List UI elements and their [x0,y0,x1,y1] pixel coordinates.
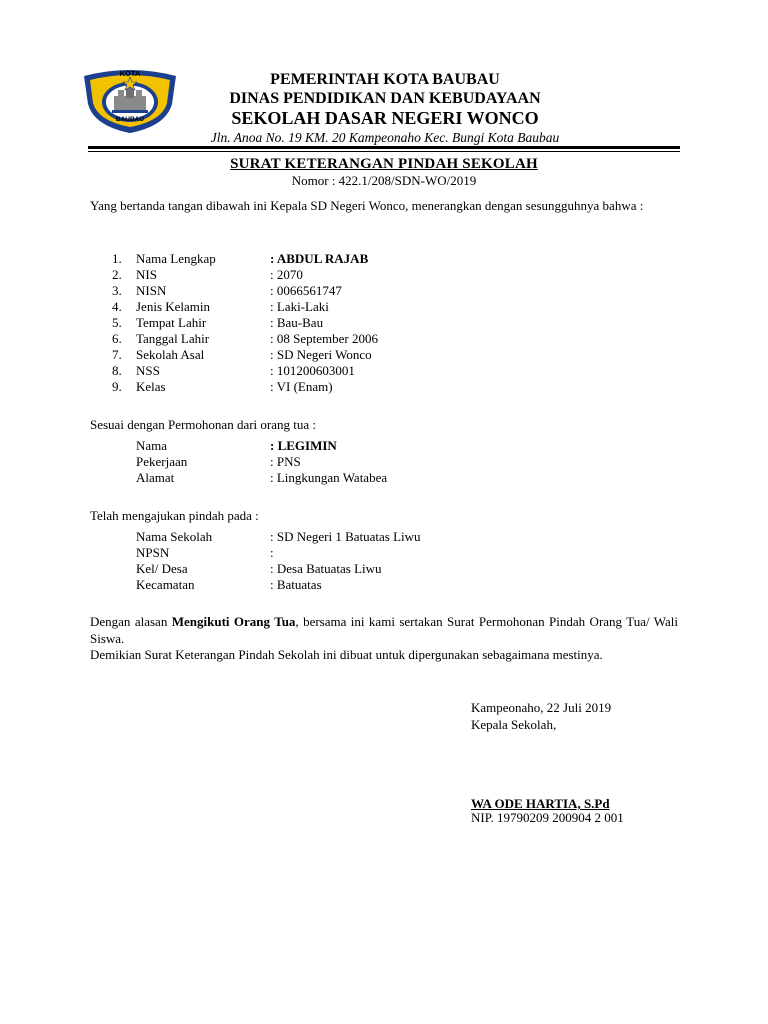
logo-top-text: KOTA [119,69,141,78]
item-label: Tempat Lahir [136,315,207,330]
item-number: 5. [112,315,122,330]
signature-place-date: Kampeonaho, 22 Juli 2019 [471,700,612,715]
item-value: : ABDUL RAJAB [270,251,369,266]
letterhead [185,70,585,147]
item-value: : 101200603001 [270,363,355,378]
list-item [90,561,678,577]
item-value: : LEGIMIN [270,438,337,453]
list-item [90,529,678,545]
document-number: Nomor : 422.1/208/SDN-WO/2019 [291,173,477,188]
item-number: 6. [112,331,122,346]
list-item [90,251,678,267]
item-label: Pekerjaan [136,454,188,469]
list-item [90,331,678,347]
item-label: Nama Sekolah [136,529,213,544]
item-number: 1. [112,251,122,266]
item-value: : 0066561747 [270,283,342,298]
list-item [90,454,678,470]
closing-paragraph: Demikian Surat Keterangan Pindah Sekolah ini dibuat untuk dipergunakan sebagaimana mestinya. [90,647,603,662]
item-label: Sekolah Asal [136,347,205,362]
list-item [90,577,678,593]
reason-suffix: , bersama ini kami sertakan Surat Permohonan Pindah Orang Tua/ Wali Siswa. [90,614,678,646]
parent-details-list [90,438,678,486]
signature-position: Kepala Sekolah, [471,717,557,732]
item-label: Alamat [136,470,175,485]
list-item [90,545,678,561]
item-number: 8. [112,363,122,378]
item-number: 2. [112,267,122,282]
letterhead-divider-thin [88,151,680,152]
document-title: SURAT KETERANGAN PINDAH SEKOLAH [230,156,538,172]
item-number: 9. [112,379,122,394]
item-label: NPSN [136,545,170,560]
item-label: Kel/ Desa [136,561,188,576]
letterhead-address: Jln. Anoa No. 19 KM. 20 Kampeonaho Kec. Bungi Kota Baubau [210,130,560,145]
item-label: NISN [136,283,167,298]
item-label: Tanggal Lahir [136,331,210,346]
item-label: Nama Lengkap [136,251,216,266]
signatory-name: WA ODE HARTIA, S.Pd [471,796,610,811]
item-label: Jenis Kelamin [136,299,211,314]
item-value: : Batuatas [270,577,322,592]
item-value: : PNS [270,454,301,469]
item-number: 4. [112,299,122,314]
logo-bottom-text: BAUBAU [115,116,145,123]
item-label: Kecamatan [136,577,195,592]
list-item [90,438,678,454]
letterhead-government: PEMERINTAH KOTA BAUBAU [270,71,500,88]
item-label: NIS [136,267,157,282]
city-emblem-logo [80,66,180,134]
item-number: 3. [112,283,122,298]
item-label: Nama [136,438,168,453]
item-value: : VI (Enam) [270,379,333,394]
destination-details-list [90,529,678,593]
item-value: : Lingkungan Watabea [270,470,388,485]
list-item [90,347,678,363]
list-item [90,283,678,299]
list-item [90,315,678,331]
list-item [90,267,678,283]
list-item [90,363,678,379]
signatory-nip: NIP. 19790209 200904 2 001 [471,810,624,825]
document-heading [88,155,680,189]
item-value: : 08 September 2006 [270,331,378,346]
letterhead-divider-thick [88,146,680,149]
reason-paragraph [90,614,678,647]
item-value: : SD Negeri 1 Batuatas Liwu [270,529,421,544]
item-value: : 2070 [270,267,303,282]
destination-intro: Telah mengajukan pindah pada : [90,508,259,523]
item-label: NSS [136,363,160,378]
item-value: : [270,545,274,560]
student-details-list [90,251,678,395]
letterhead-school: SEKOLAH DASAR NEGERI WONCO [231,108,539,128]
list-item [90,470,678,486]
parent-intro: Sesuai dengan Permohonan dari orang tua : [90,417,316,432]
item-value: : Desa Batuatas Liwu [270,561,382,576]
item-value: : Laki-Laki [270,299,329,314]
intro-paragraph: Yang bertanda tangan dibawah ini Kepala SD Negeri Wonco, menerangkan dengan sesungguhnya bahwa : [90,198,644,213]
item-label: Kelas [136,379,166,394]
reason-highlight: Mengikuti Orang Tua [171,614,296,629]
item-number: 7. [112,347,122,362]
reason-prefix: Dengan alasan [90,614,172,629]
item-value: : Bau-Bau [270,315,324,330]
list-item [90,299,678,315]
letterhead-department: DINAS PENDIDIKAN DAN KEBUDAYAAN [229,90,541,107]
list-item [90,379,678,395]
item-value: : SD Negeri Wonco [270,347,372,362]
